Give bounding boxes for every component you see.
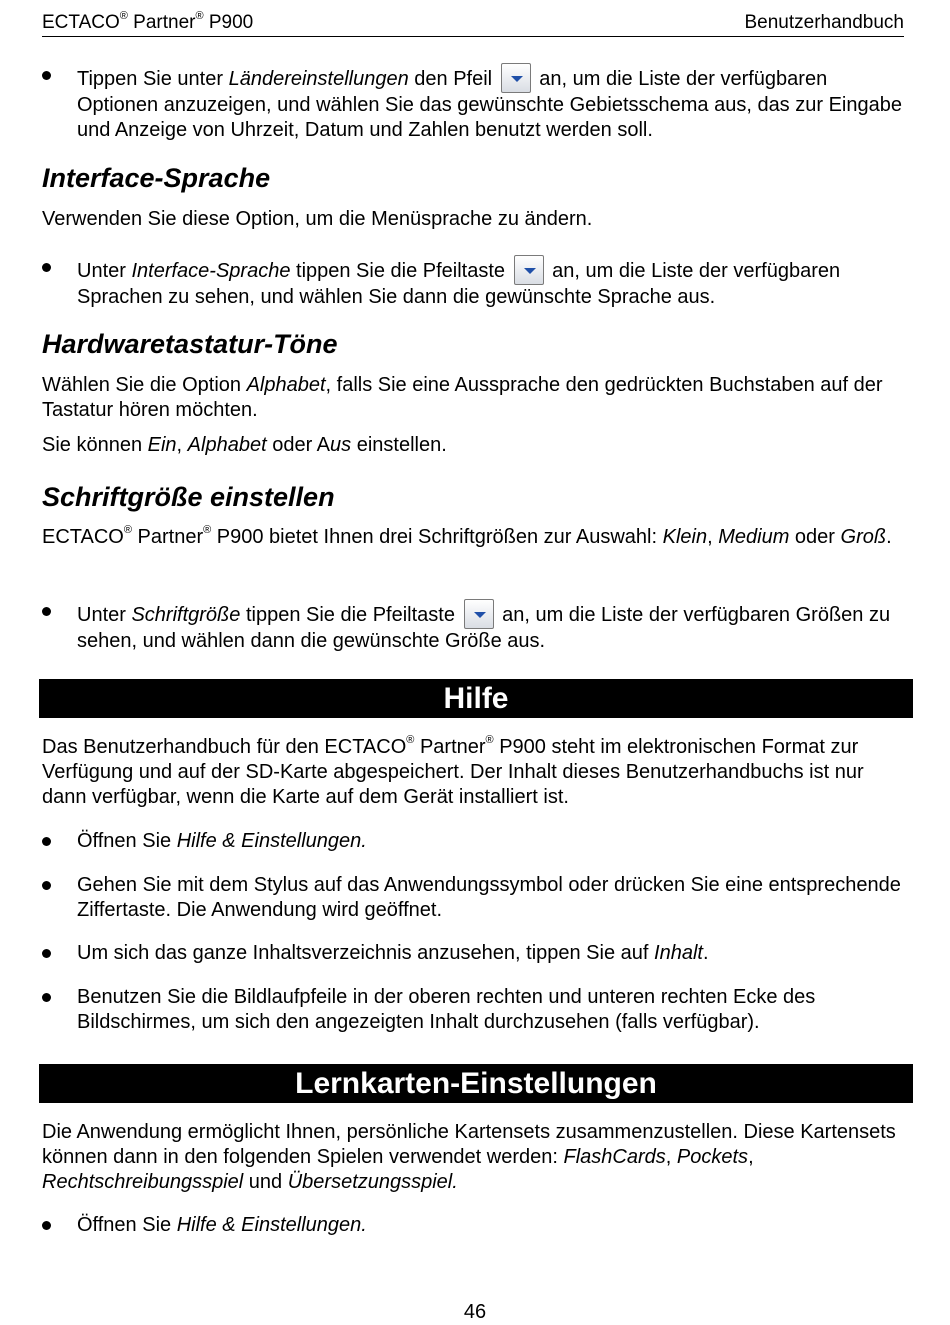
text: Partner xyxy=(131,526,204,548)
paragraph: Verwenden Sie diese Option, um die Menüsprache zu ändern. xyxy=(42,208,593,230)
registered-mark: ® xyxy=(203,524,212,537)
term: Medium xyxy=(718,526,790,548)
section-bar-lernkarten: Lernkarten-Einstellungen xyxy=(39,1064,913,1103)
text: Partner xyxy=(414,736,486,758)
dropdown-arrow-icon xyxy=(501,63,531,93)
section-bar-hilfe: Hilfe xyxy=(39,679,913,718)
term: Pockets xyxy=(676,1146,749,1168)
paragraph xyxy=(42,735,908,810)
bullet-icon xyxy=(42,263,51,272)
term: Übersetzungsspiel. xyxy=(287,1171,458,1193)
text: und xyxy=(243,1171,288,1193)
text: oder A xyxy=(266,434,331,456)
text: Das Benutzerhandbuch für den ECTACO xyxy=(42,736,407,758)
list-item xyxy=(42,1213,908,1238)
text: an, um die Liste der verfügbaren Optionen anzuzeigen, und wählen Sie das gewünschte Gebietsschema aus, das zur Eingabe und Anzeige von Uhrzeit, Datum und Zahlen benutzt werden soll. xyxy=(77,68,902,141)
bullet-icon xyxy=(42,993,51,1002)
header-brand: ECTACO xyxy=(42,12,120,33)
text: an, um die Liste der verfügbaren Sprachen zu sehen, und wählen Sie dann die gewünschte Sprache aus. xyxy=(77,260,841,308)
term: Klein xyxy=(662,526,708,548)
bullet-icon xyxy=(42,837,51,846)
text: , xyxy=(665,1146,677,1168)
paragraph xyxy=(42,433,908,458)
page-number: 46 xyxy=(463,1301,487,1323)
term: Schriftgröße xyxy=(131,604,241,626)
registered-mark: ® xyxy=(485,734,494,747)
text: einstellen. xyxy=(351,434,447,456)
list-item xyxy=(42,63,908,143)
text: . xyxy=(702,942,709,964)
term: Ein xyxy=(147,434,177,456)
list-item xyxy=(42,255,908,310)
term: Groß xyxy=(840,526,887,548)
dropdown-arrow-icon xyxy=(514,255,544,285)
text: Die Anwendung ermöglicht Ihnen, persönliche Kartensets zusammenzustellen. Diese Kartensets können dann in den folgenden Spielen verwendet werden: xyxy=(42,1121,896,1168)
list-item xyxy=(42,599,908,654)
text: Unter xyxy=(77,604,132,626)
registered-mark: ® xyxy=(195,9,204,22)
header-partner: Partner xyxy=(127,12,196,33)
list-item xyxy=(42,941,908,966)
list-item xyxy=(42,829,908,854)
term: Alphabet xyxy=(187,434,267,456)
term: Rechtschreibungsspiel xyxy=(42,1171,244,1193)
section-heading: Interface-Sprache xyxy=(42,163,271,193)
bullet-icon xyxy=(42,949,51,958)
text: Gehen Sie mit dem Stylus auf das Anwendungssymbol oder drücken Sie eine entsprechende Ziffertaste. Die Anwendung wird geöffnet. xyxy=(77,874,901,921)
text: , xyxy=(707,526,719,548)
bullet-icon xyxy=(42,1221,51,1230)
term: Ländereinstellungen xyxy=(228,68,409,90)
term: FlashCards xyxy=(563,1146,666,1168)
paragraph xyxy=(42,525,908,550)
header-product xyxy=(42,9,253,36)
text: tippen Sie die Pfeiltaste xyxy=(240,604,461,626)
text: Öffnen Sie xyxy=(77,1214,177,1236)
text: Sie können xyxy=(42,434,148,456)
term: us xyxy=(330,434,352,456)
text: Öffnen Sie xyxy=(77,830,177,852)
section-heading: Hardwaretastatur-Töne xyxy=(42,329,338,359)
text: Um sich das ganze Inhaltsverzeichnis anzusehen, tippen Sie auf xyxy=(77,942,655,964)
registered-mark: ® xyxy=(406,734,415,747)
bullet-icon xyxy=(42,881,51,890)
term: Interface-Sprache xyxy=(131,260,291,282)
paragraph xyxy=(42,373,908,423)
term: Hilfe & Einstellungen. xyxy=(176,1214,367,1236)
registered-mark: ® xyxy=(123,524,132,537)
text: , falls Sie eine Aussprache den gedrückten Buchstaben auf der Tastatur hören möchten. xyxy=(42,374,883,421)
registered-mark: ® xyxy=(119,9,128,22)
text: an, um die Liste der verfügbaren Größen zu sehen, und wählen dann die gewünschte Größe aus. xyxy=(77,604,891,652)
list-item xyxy=(42,985,908,1035)
term: Inhalt xyxy=(654,942,703,964)
header-title: Benutzerhandbuch xyxy=(744,12,904,33)
text: ECTACO xyxy=(42,526,124,548)
text: oder xyxy=(789,526,841,548)
text: , xyxy=(748,1146,754,1168)
paragraph xyxy=(42,1120,908,1195)
text: Unter xyxy=(77,260,132,282)
bullet-icon xyxy=(42,71,51,80)
term: Alphabet xyxy=(246,374,326,396)
dropdown-arrow-icon xyxy=(464,599,494,629)
text: , xyxy=(176,434,188,456)
list-item xyxy=(42,873,908,923)
section-heading: Schriftgröße einstellen xyxy=(42,482,335,512)
text: Tippen Sie unter xyxy=(77,68,229,90)
text: Benutzen Sie die Bildlaufpfeile in der oberen rechten und unteren rechten Ecke des Bildschirmes, um sich den angezeigten Inhalt durchzusehen (falls verfügbar). xyxy=(77,986,816,1033)
text: P900 bietet Ihnen drei Schriftgrößen zur Auswahl: xyxy=(211,526,663,548)
text: Wählen Sie die Option xyxy=(42,374,247,396)
text: P900 steht im elektronischen Format zur Verfügung und auf der SD-Karte abgespeichert. Der Inhalt dieses Benutzerhandbuchs ist nur dann verfügbar, wenn die Karte auf dem Gerät installiert ist. xyxy=(42,736,864,808)
text: . xyxy=(886,526,892,548)
page-header xyxy=(42,9,904,37)
bullet-icon xyxy=(42,607,51,616)
text: tippen Sie die Pfeiltaste xyxy=(290,260,511,282)
header-model: P900 xyxy=(203,12,254,33)
term: Hilfe & Einstellungen. xyxy=(176,830,367,852)
text: den Pfeil xyxy=(408,68,498,90)
